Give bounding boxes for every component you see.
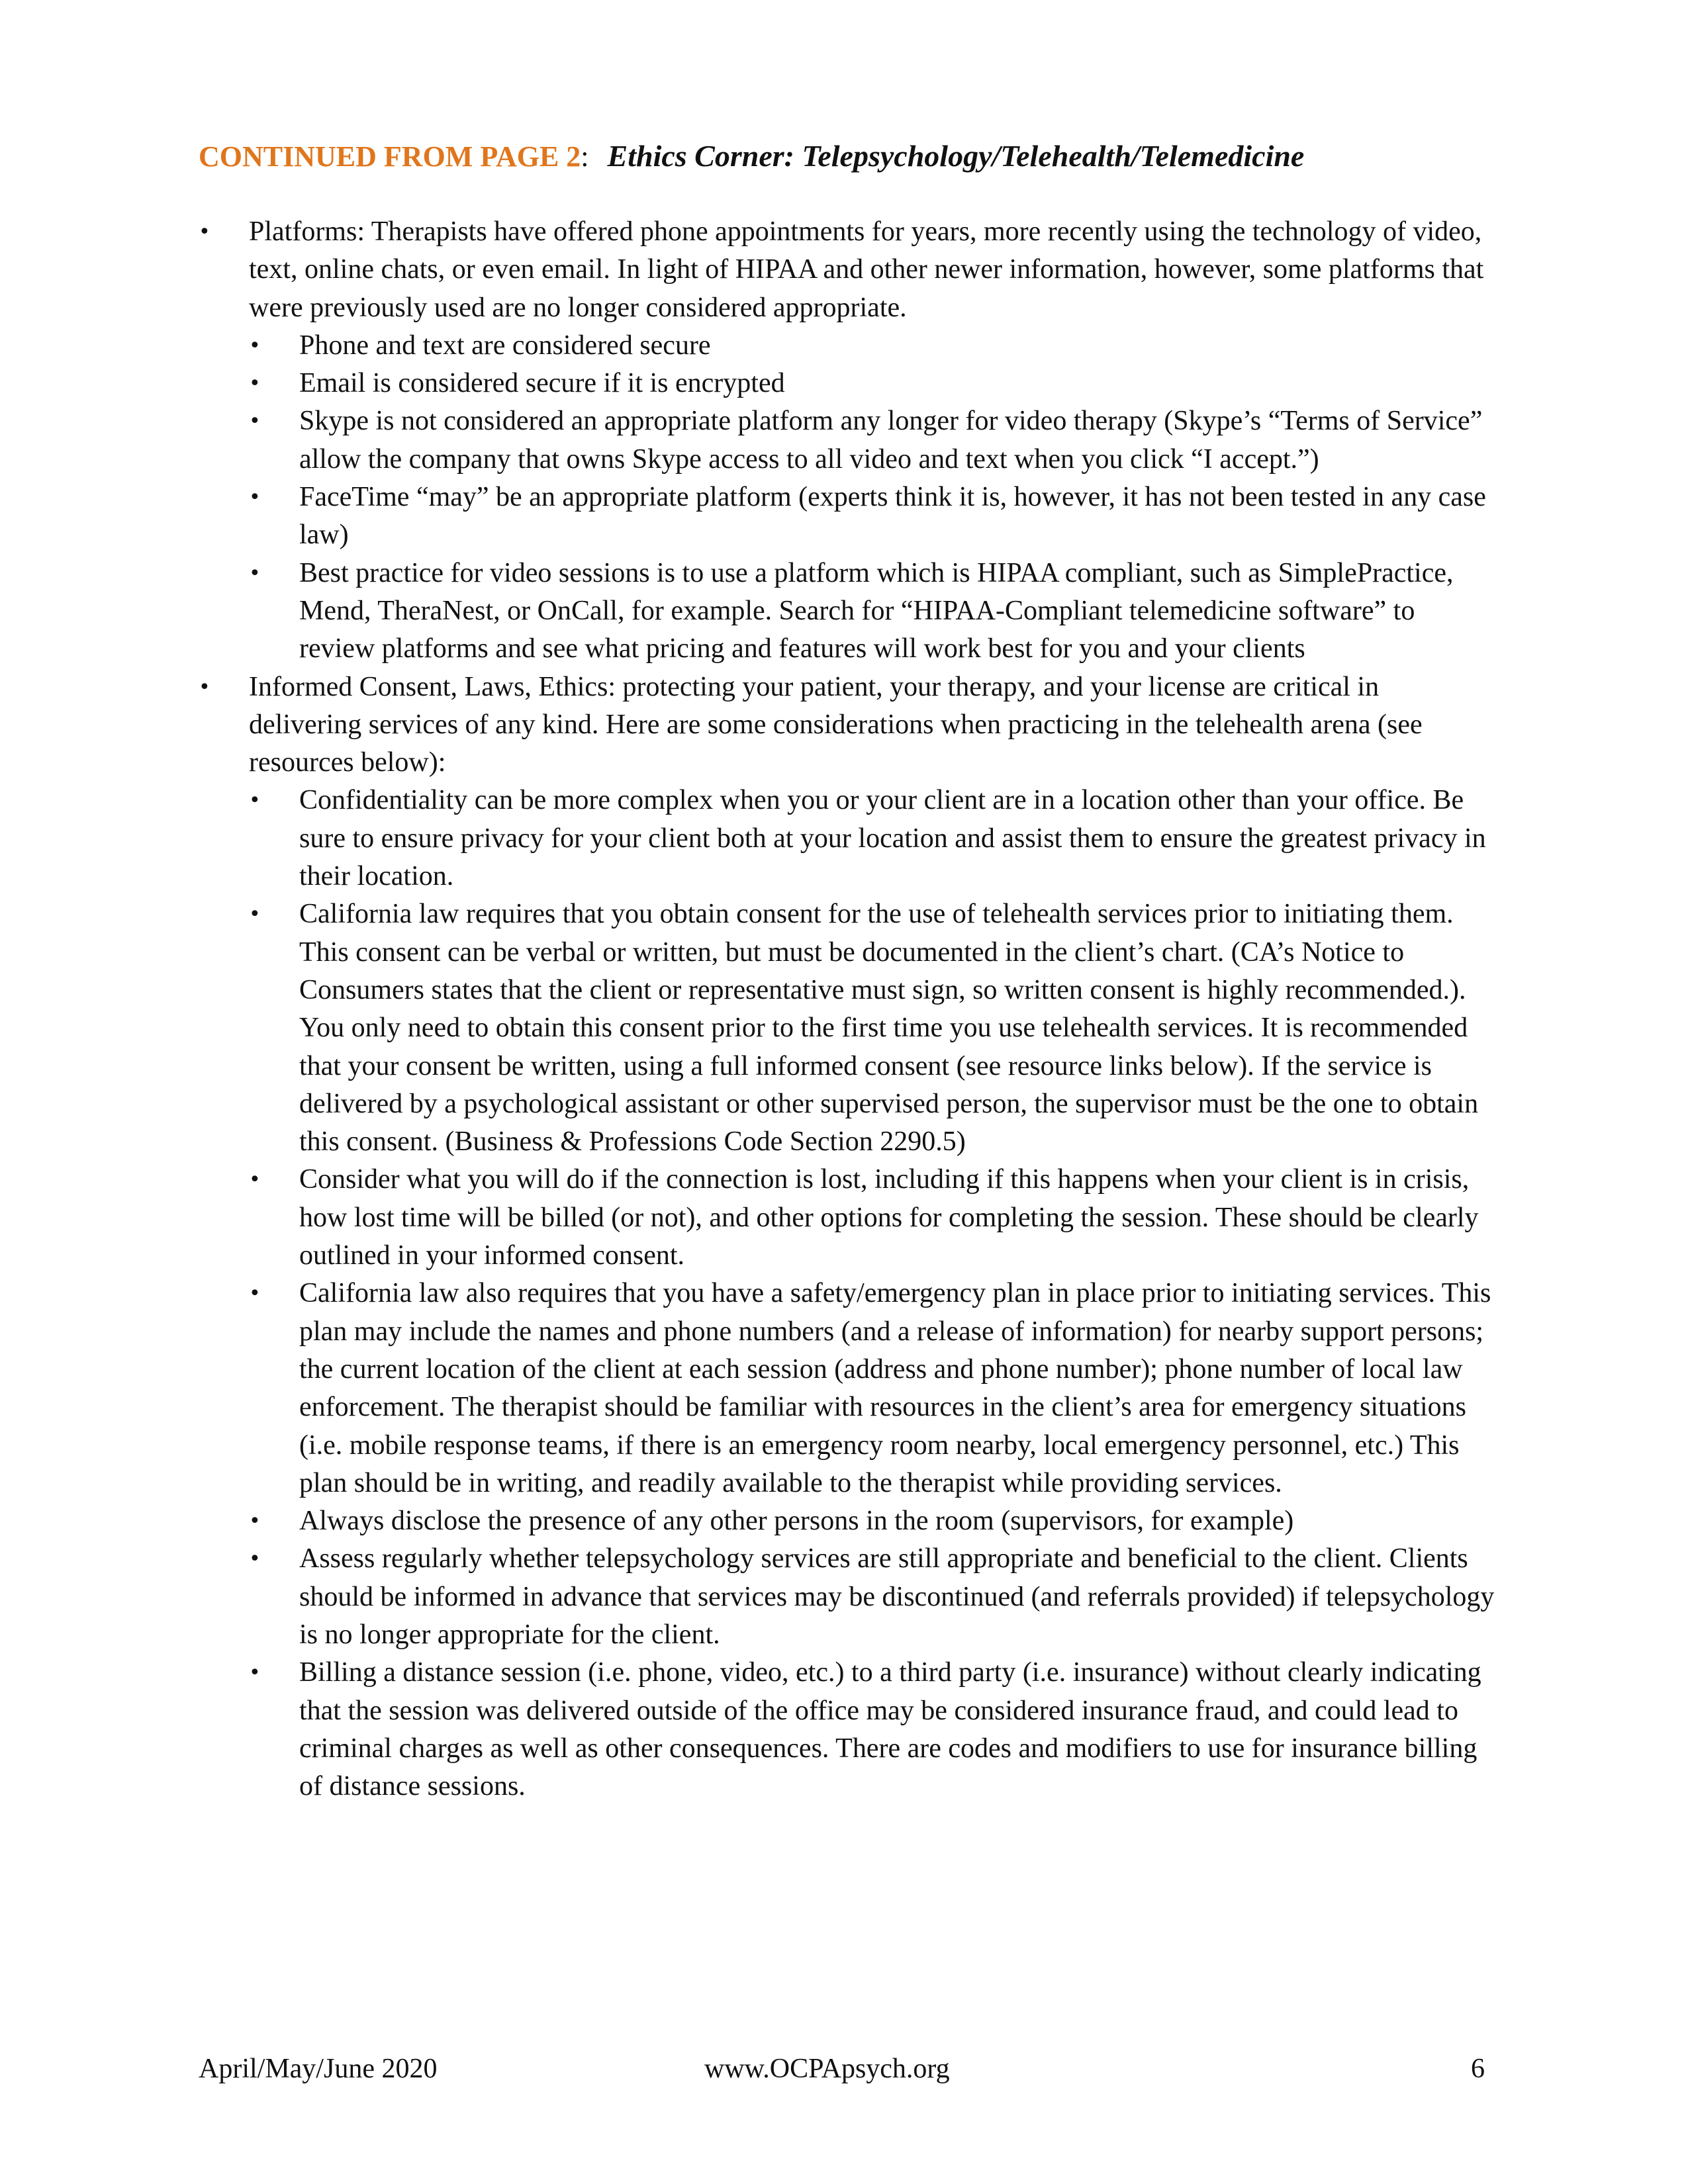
sub-list-item (249, 895, 1496, 1161)
sub-list-item (249, 1654, 1496, 1805)
list-item-text: Platforms: Therapists have offered phone appointments for years, more recently using the technology of video, text, online chats, or even email. In light of HIPAA and other newer information, however, some platforms that were previously used are no longer considered appropriate. (249, 216, 1484, 323)
bullet-icon: • (249, 372, 261, 396)
sub-list-item (249, 1275, 1496, 1502)
list-item-informed-consent (199, 668, 1496, 1806)
bullet-icon: • (249, 789, 261, 813)
sub-list-item (249, 365, 1496, 402)
sub-list-item (249, 1502, 1496, 1540)
sub-list-item-text: Billing a distance session (i.e. phone, video, etc.) to a third party (i.e. insurance) without clearly indicating that the session was delivered outside of the office may be considered insurance fraud, and could lead to criminal charges as well as other consequences. There are codes and modifiers to use for insurance billing of distance sessions. (299, 1657, 1481, 1802)
bullet-icon: • (249, 1510, 261, 1533)
footer-page-number: 6 (1471, 2054, 1485, 2084)
main-bullet-list (199, 213, 1496, 1805)
footer-date: April/May/June 2020 (199, 2054, 438, 2084)
article-body (199, 213, 1496, 1805)
heading-colon: : (581, 140, 589, 173)
bullet-icon: • (249, 903, 261, 927)
bullet-icon: • (249, 486, 261, 510)
bullet-icon: • (249, 410, 261, 433)
bullet-icon: • (249, 1547, 261, 1571)
sub-list-item (249, 782, 1496, 895)
sub-bullet-list (249, 782, 1496, 1805)
bullet-icon: • (249, 1168, 261, 1192)
sub-list-item (249, 555, 1496, 668)
sub-list-item-text: California law also requires that you have a safety/emergency plan in place prior to initiating services. This plan may include the names and phone numbers (and a release of information) for nearby support persons; the current location of the client at each session (address and phone number); phone number of local law enforcement. The therapist should be familiar with resources in the client’s area for emergency situations (i.e. mobile response teams, if there is an emergency room nearby, local emergency personnel, etc.) This plan should be in writing, and readily available to the therapist while providing services. (299, 1278, 1491, 1498)
list-item-platforms (199, 213, 1496, 668)
bullet-icon: • (249, 334, 261, 357)
sub-list-item-text: Best practice for video sessions is to use a platform which is HIPAA compliant, such as SimplePractice, Mend, TheraNest, or OnCall, for example. Search for “HIPAA-Compliant telemedicine software” to review platforms and see what pricing and features will work best for you and your clients (299, 557, 1454, 664)
sub-list-item (249, 1540, 1496, 1654)
article-title: Ethics Corner: Telepsychology/Telehealth/Telemedicine (607, 139, 1305, 173)
sub-list-item-text: Phone and text are considered secure (299, 330, 711, 361)
sub-list-item-text: FaceTime “may” be an appropriate platform (experts think it is, however, it has not been tested in any case law) (299, 482, 1486, 551)
sub-list-item-text: Skype is not considered an appropriate platform any longer for video therapy (Skype’s “Terms of Service” allow the company that owns Skype access to all video and text when you click “I accept.”) (299, 406, 1483, 475)
sub-list-item (249, 1161, 1496, 1275)
bullet-icon: • (249, 1282, 261, 1306)
bullet-icon: • (199, 675, 211, 699)
sub-bullet-list (249, 327, 1496, 668)
sub-list-item-text: Always disclose the presence of any other persons in the room (supervisors, for example) (299, 1506, 1294, 1537)
sub-list-item-text: Email is considered secure if it is encrypted (299, 368, 785, 399)
bullet-icon: • (249, 561, 261, 585)
sub-list-item-text: Assess regularly whether telepsychology services are still appropriate and beneficial to the client. Clients should be informed in advance that services may be discontinued (and referrals provided) if telepsychology is no longer appropriate for the client. (299, 1543, 1495, 1650)
footer-website-link[interactable]: www.OCPApsych.org (704, 2054, 950, 2084)
sub-list-item-text: California law requires that you obtain consent for the use of telehealth services prior to initiating them. This consent can be verbal or written, but must be documented in the client’s chart. (CA’s Notice to Consumers states that the client or representative must sign, so written consent is highly recommended.). You only need to obtain this consent prior to the first time you use telehealth services. It is recommended that your consent be written, using a full informed consent (see resource links below). If the service is delivered by a psychological assistant or other supervised person, the supervisor must be the one to obtain this consent. (Business & Professions Code Section 2290.5) (299, 899, 1479, 1158)
sub-list-item-text: Confidentiality can be more complex when you or your client are in a location other than your office. Be sure to ensure privacy for your client both at your location and assist them to ensure the greatest privacy in their location. (299, 785, 1486, 892)
article-heading (199, 138, 1523, 175)
bullet-icon: • (249, 1661, 261, 1685)
list-item-text: Informed Consent, Laws, Ethics: protecting your patient, your therapy, and your license are critical in delivering services of any kind. Here are some considerations when practicing in the telehealth arena (see resources below): (249, 671, 1423, 778)
sub-list-item (249, 478, 1496, 555)
sub-list-item-text: Consider what you will do if the connection is lost, including if this happens when your client is in crisis, how lost time will be billed (or not), and other options for completing the session. These should be clearly outlined in your informed consent. (299, 1164, 1479, 1271)
continued-from-label: CONTINUED FROM PAGE 2 (199, 140, 581, 173)
sub-list-item (249, 327, 1496, 365)
sub-list-item (249, 402, 1496, 478)
bullet-icon: • (199, 220, 211, 244)
